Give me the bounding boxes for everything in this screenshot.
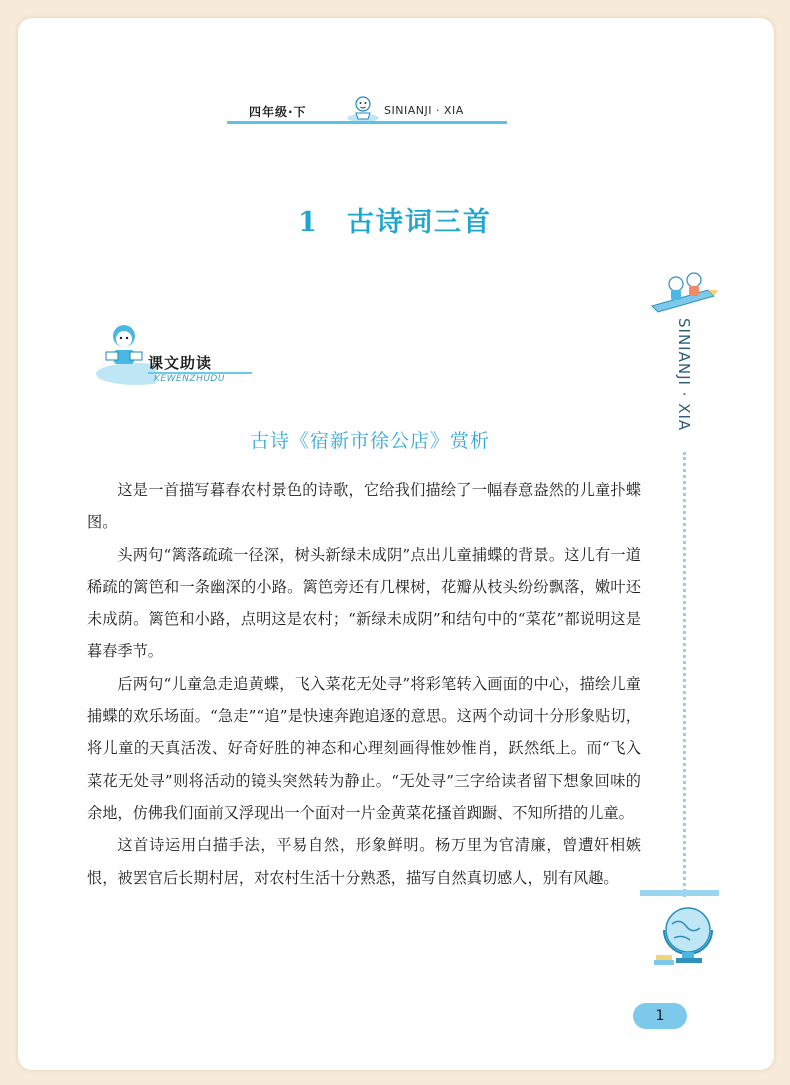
header-grade: 四年级·下 [249, 105, 307, 119]
lesson-title-text: 古诗词三首 [346, 207, 492, 238]
lesson-title [0, 200, 790, 239]
cartoon-kid-icon [345, 93, 381, 123]
article-subtitle: 古诗《宿新市徐公店》赏析 [249, 430, 490, 452]
side-running-label: SINIANJI · XIA [675, 318, 693, 432]
paragraph: 这首诗运用白描手法，平易自然，形象鲜明。杨万里为官清廉，曾遭奸相嫉恨，被罢官后长期村居，对农村生活十分熟悉，描写自然真切感人，别有风趣。 [87, 836, 641, 887]
page-number: 1 [633, 1003, 687, 1029]
paragraph: 这是一首描写暮春农村景色的诗歌，它给我们描绘了一幅春意盎然的儿童扑蝶图。 [87, 481, 641, 532]
globe-and-books-icon [652, 900, 724, 972]
section-badge-pinyin: KEWENZHUDU [154, 374, 225, 384]
lesson-number: 1 [298, 207, 319, 238]
running-header [227, 93, 507, 125]
article-body [87, 474, 641, 894]
kids-on-pencil-icon [650, 270, 720, 316]
paragraph: 后两句“儿童急走追黄蝶，飞入菜花无处寻”将彩笔转入画面的中心，描绘儿童捕蝶的欢乐场面。“急走”“追”是快速奔跑追逐的意思。这两个动词十分形象贴切，将儿童的天真活泼、好奇好胜的神态和心理刻画得惟妙惟肖，跃然纸上。而“飞入菜花无处寻”则将活动的镜头突然转为静止。“无处寻”三字给读者留下想象回味的余地，仿佛我们面前又浮现出一个面对一片金黄菜花搔首踟蹰、不知所措的儿童。 [87, 674, 641, 822]
side-dotted-line [683, 452, 686, 897]
boy-reading-icon [96, 322, 156, 388]
section-badge [96, 322, 256, 388]
section-badge-label: 课文助读 [148, 354, 213, 372]
header-pinyin: SINIANJI · XIA [384, 104, 464, 117]
paragraph: 头两句“篱落疏疏一径深，树头新绿未成阴”点出儿童捕蝶的背景。这儿有一道稀疏的篱笆和一条幽深的小路。篱笆旁还有几棵树，花瓣从枝头纷纷飘落，嫩叶还未成荫。篱笆和小路，点明这是农村；“新绿未成阴”和结句中的“菜花”都说明这是暮春季节。 [87, 545, 641, 661]
side-bar [640, 890, 719, 896]
header-underline [227, 121, 507, 124]
